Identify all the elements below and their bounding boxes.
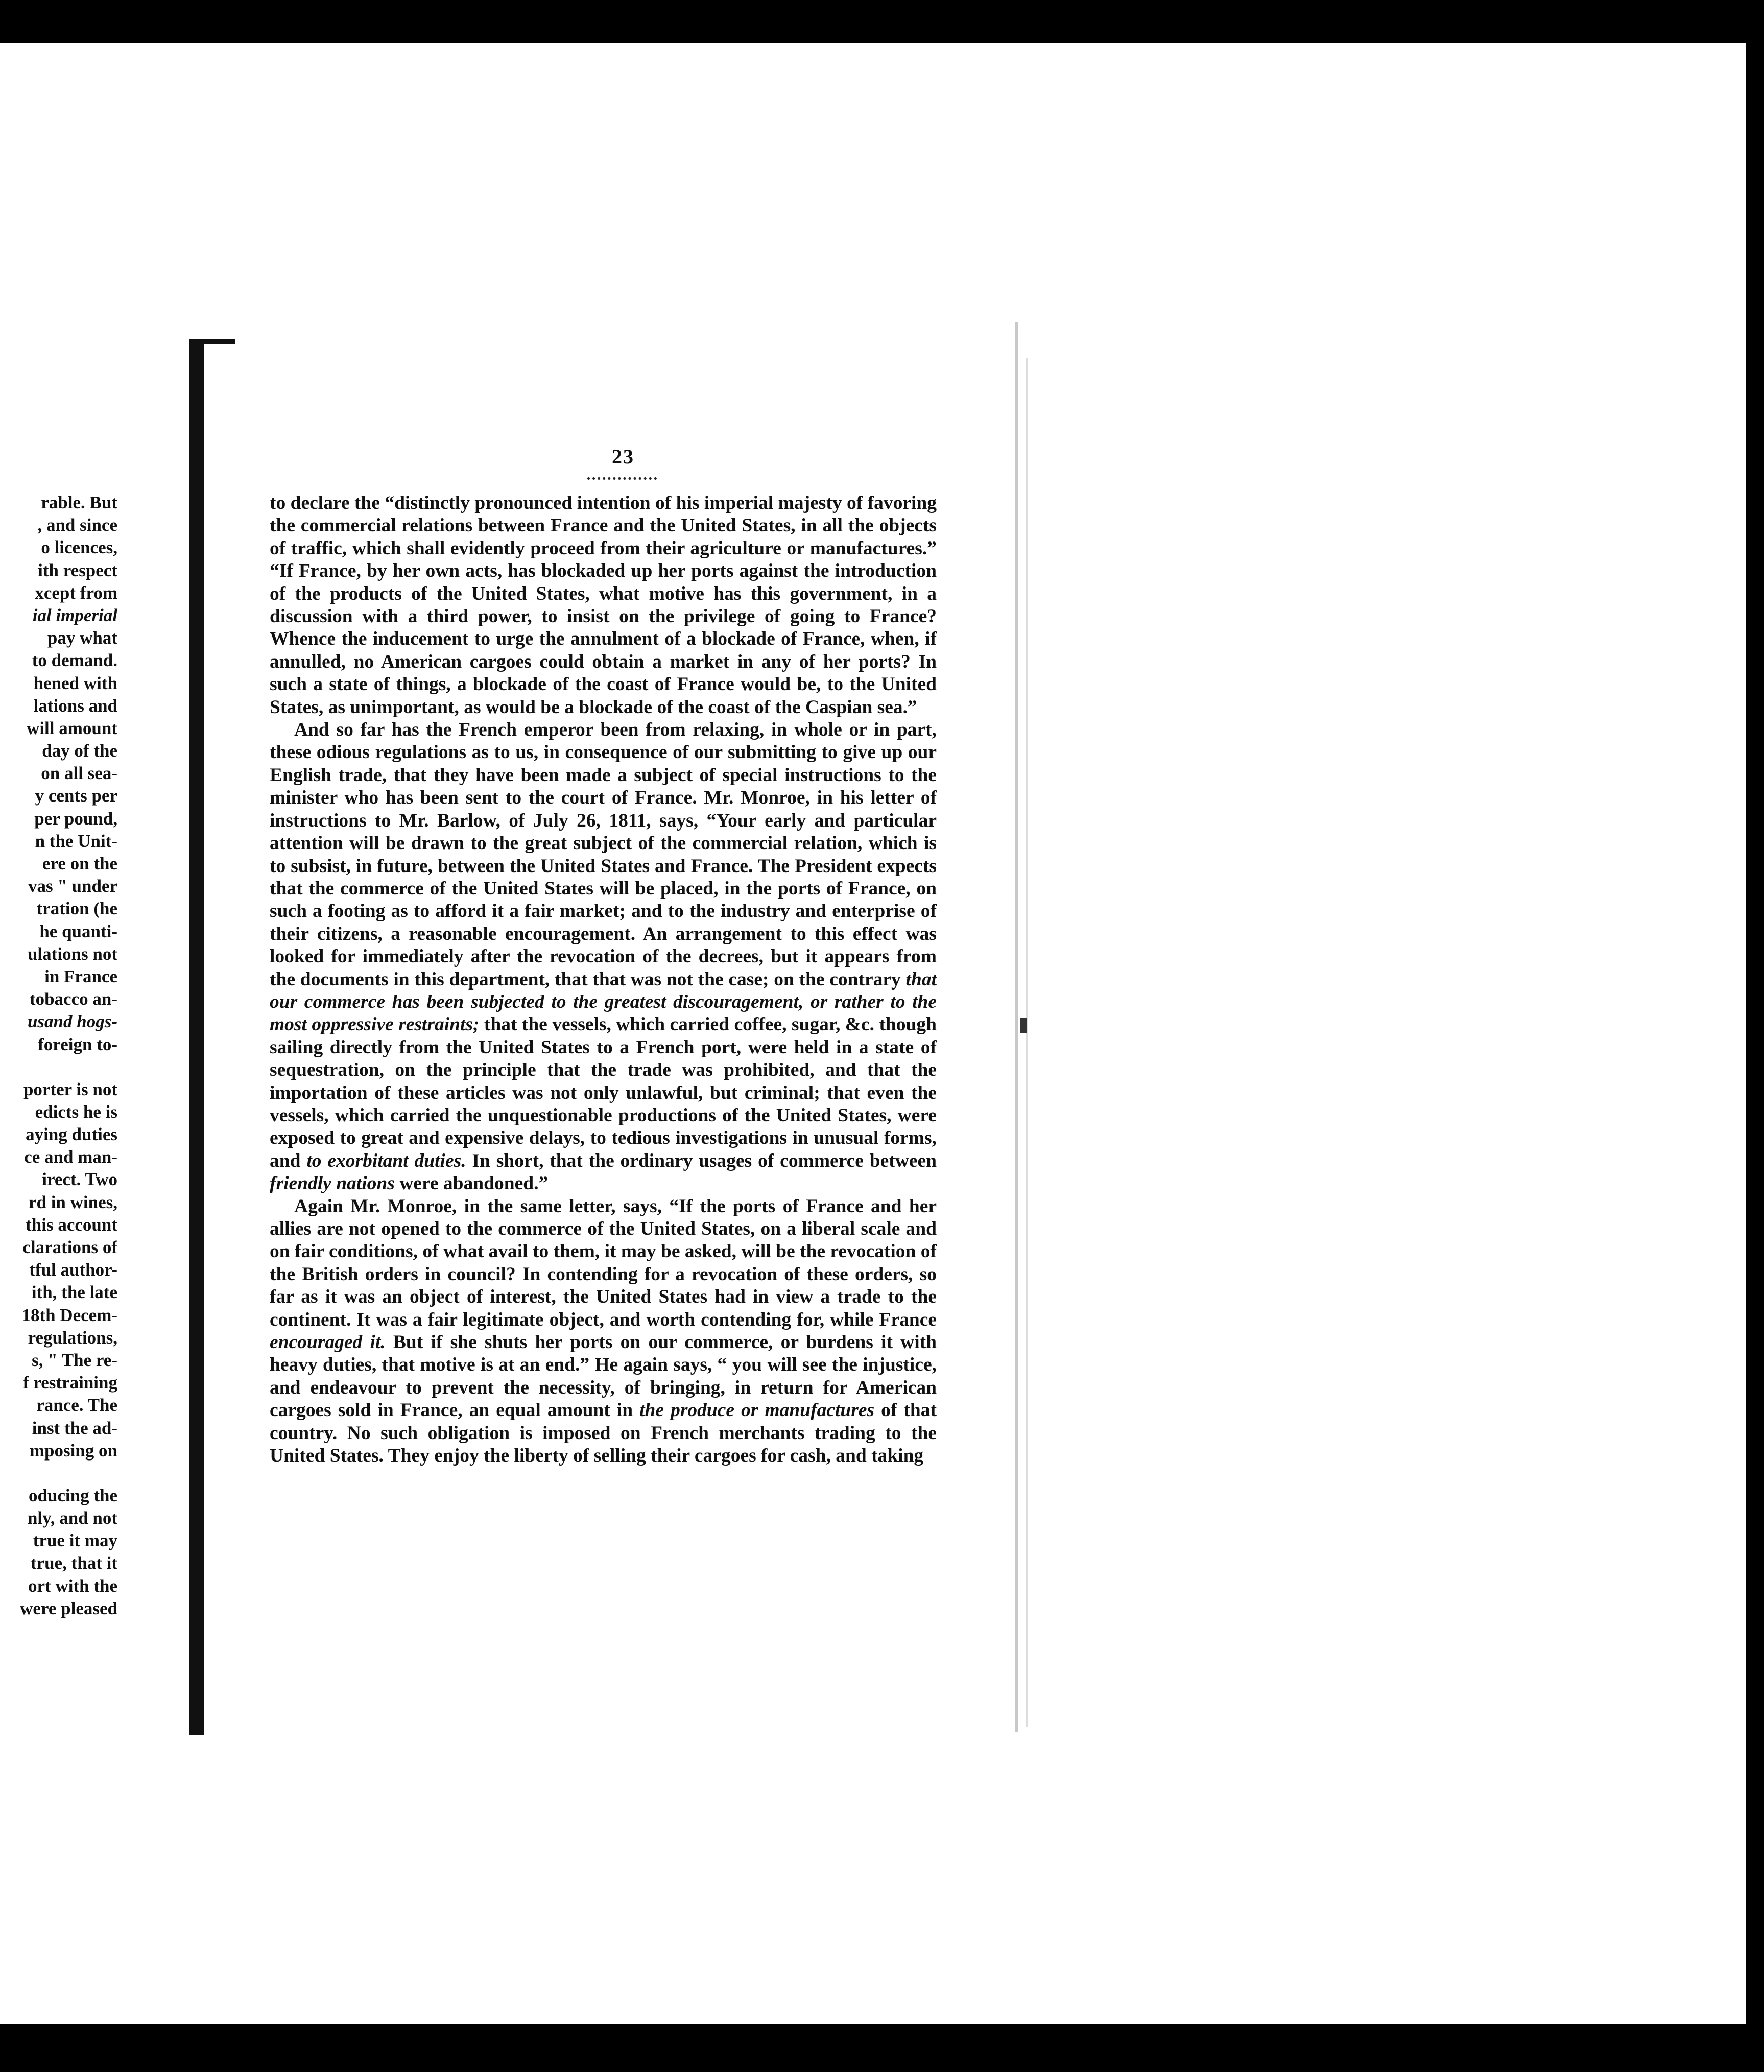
text-run: were abandoned.” [399,1173,549,1194]
fragment-line: , and since [37,515,117,535]
page-right-edge [1015,322,1018,1732]
fragment-line: foreign to- [38,1034,117,1054]
fragment-line: rd in wines, [28,1192,117,1212]
fragment-line: s, " The re- [32,1350,117,1370]
fragment-line: to demand. [32,650,117,671]
fragment-line: on all sea- [41,763,117,784]
fragment-line: edicts he is [35,1101,117,1122]
italic-run: encouraged it. [270,1332,386,1353]
fragment-line: ulations not [27,944,117,964]
page-number-rule [587,477,657,480]
fragment-line: in France [44,966,117,986]
text-run: Again Mr. Monroe, in the same letter, says, “If the ports of France and her allies are not opened to the commerce of the United States, on a liberal scale and on fair conditions, of what avail to them, it may be asked, will be the revocation of the British orders in council? In contending for a revocation of these orders, so far as it was an object of interest, the United States had in view a trade to the continent. It was a fair legitimate object, and worth contending for, while France [270,1195,937,1330]
text-run: that the vessels, which carried coffee, sugar, &c. though sailing directly from the United States to a French port, were held in a state of sequestration, on the principle that the trade was prohibited, and that the importation of these articles was not only unlawful, but criminal; that even the vessels, which carried the unquestionable productions of the United States, were exposed to great and expensive delays, to tedious investigations in unusual forms, and [270,1014,937,1171]
fragment-line: ere on the [42,854,117,874]
scan-speck [174,15,179,20]
fragment-line: tration (he [36,899,117,919]
fragment-line: o licences, [41,537,117,558]
fragment-line: hened with [33,673,117,693]
fragment-line: lations and [33,695,117,716]
fragment-line: this account [26,1214,117,1235]
fragment-line: xcept from [35,582,117,603]
paragraph [270,1195,937,1468]
edge-mark [1020,1018,1027,1033]
page-number: 23 [612,445,634,468]
fragment-line: 18th Decem- [21,1305,117,1325]
main-text-column [270,492,937,1467]
fragment-line: irect. Two [42,1169,117,1190]
text-run: And so far has the French emperor been from relaxing, in whole or in part, these odious regulations as to us, in consequence of our submitting to give up our English trade, that they have been made a subject of special instructions to the minister who has been sent to the court of France. Mr. Monroe, in his letter of instructions to Mr. Barlow, of July 26, 1811, says, “Your early and particular attention will be drawn to the great subject of the commercial relation, which is to subsist, in future, between the United States and France. The President expects that the commerce of the United States will be placed, in the ports of France, on such a footing as to afford it a fair market; and to the industry and enterprise of their citizens, a reasonable encouragement. An arrangement to this effect was looked for immediately after the revocation of the decrees, but it appears from the documents in this department, that that was not the case; on the contrary [270,719,937,990]
paragraph [270,719,937,1195]
fragment-line: nly, and not [27,1508,117,1528]
fragment-line: true it may [33,1531,117,1551]
fragment-line: he quanti- [39,921,117,941]
italic-run: to exorbitant duties. [306,1150,466,1171]
fragment-line: mposing on [29,1440,117,1461]
text-run: of that country. No such obligation is imposed on French merchants trading to the United States. They enjoy the liberty of selling their cargoes for cash, and taking [270,1400,937,1467]
text-run: to declare the “distinctly pronounced intention of his imperial majesty of favoring the commercial relations between France and the United States, in all the objects of traffic, which shall evidently proceed from their agriculture or manufactures.” “If France, by her own acts, has blockaded up her ports against the introduction of the products of the United States, what motive has this government, in a discussion with a third power, to insist on the privilege of going to France? Whence the inducement to urge the annulment of a blockade of France, when, if annulled, no American cargoes could obtain a market in any of her ports? In such a state of things, a blockade of the coast of France would be, to the United States, as unimportant, as would be a blockade of the coast of the Caspian sea.” [270,492,937,718]
fragment-line: f restraining [22,1373,117,1393]
fragment-line: y cents per [35,786,117,806]
scan-speck [199,26,203,30]
fragment-line: rable. But [41,492,117,512]
italic-run: the produce or manufactures [639,1400,875,1421]
fragment-line: rance. The [36,1395,117,1416]
fragment-line: aying duties [26,1124,117,1145]
fragment-line: tful author- [29,1260,117,1280]
fragment-line: ial imperial [32,605,117,625]
page-right-edge-shadow [1026,358,1028,1727]
fragment-line: inst the ad- [32,1418,117,1438]
fragment-line: ce and man- [24,1147,117,1167]
page-spine-edge [189,341,204,1735]
fragment-line: per pound, [34,808,117,829]
fragment-line: pay what [47,628,117,648]
text-run: In short, that the ordinary usages of commerce between [472,1150,937,1171]
fragment-line: were pleased [20,1598,117,1618]
left-page-fragment [0,491,117,1620]
italic-run: friendly nations [270,1173,395,1194]
fragment-line: clarations of [22,1237,117,1257]
fragment-line: porter is not [23,1079,117,1099]
fragment-line: ith respect [38,560,117,580]
fragment-line: true, that it [30,1553,117,1573]
fragment-line: oducing the [28,1485,117,1505]
paragraph-continued [270,492,937,719]
fragment-line: n the Unit- [35,831,117,851]
fragment-line: ith, the late [31,1282,117,1303]
paragraph-gap [0,1056,117,1078]
paragraph-gap [0,1462,117,1485]
text-run: But if she shuts her ports on our commerce, or burdens it with heavy duties, that motive is at an end.” He again says, “ you will see the injustice, and endeavour to prevent the necessity, of bringing, in return for American cargoes sold in France, an equal amount in [270,1332,937,1421]
fragment-line: vas " under [28,876,117,897]
fragment-line: tobacco an- [29,989,117,1009]
fragment-line: will amount [27,718,117,738]
fragment-line: ort with the [28,1575,117,1596]
fragment-line: usand hogs- [27,1011,117,1032]
fragment-line: day of the [42,741,117,761]
italic-run: that our commerce has been subjected to the greatest discouragement, or rather to the most oppressive restraints; [270,969,937,1035]
scan-border-bottom [0,2024,1764,2072]
fragment-line: regulations, [28,1327,117,1348]
scan-border-right [1746,0,1764,2072]
scan-border-top [0,0,1764,43]
